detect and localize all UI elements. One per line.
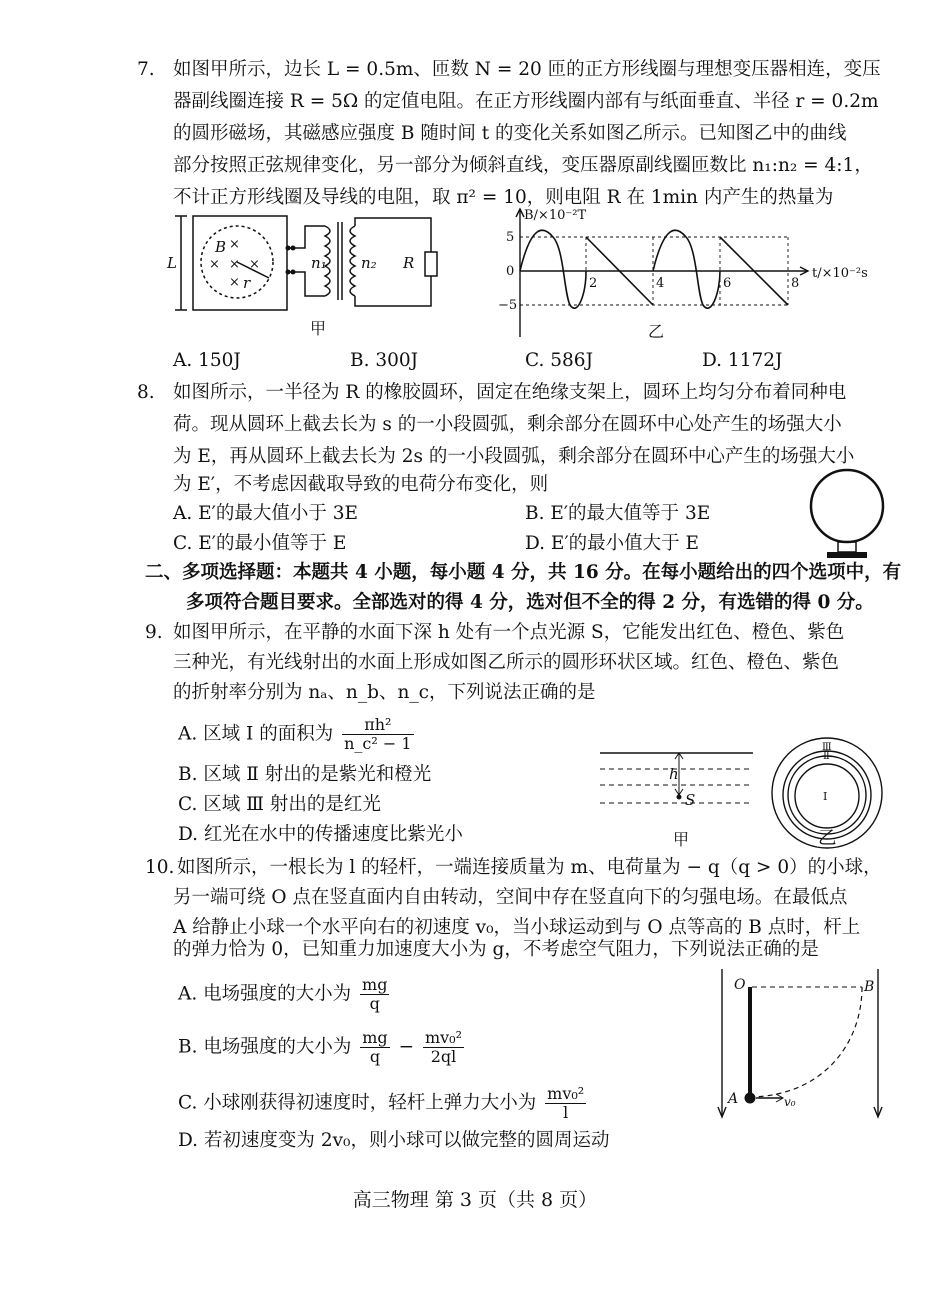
q10-figure-rod bbox=[712, 965, 897, 1125]
q7-line: 如图甲所示，边长 L = 0.5m、匝数 N = 20 匝的正方形线圈与理想变压器相连，变压 bbox=[173, 59, 881, 80]
q7-line: 部分按照正弦规律变化，另一部分为倾斜直线，变压器原副线圈匝数比 n₁:n₂ = 4:1， bbox=[173, 155, 873, 176]
q10-line: A 给静止小球一个水平向右的初速度 v₀，当小球运动到与 O 点等高的 B 点时，杆上 bbox=[173, 917, 861, 938]
q8-option-c: C. E′的最小值等于 E bbox=[173, 533, 347, 554]
q10-number: 10. bbox=[145, 857, 175, 878]
q9-caption-left: 甲 bbox=[673, 830, 690, 849]
q7-label-n1: n₁ bbox=[311, 254, 327, 272]
graph-x-tick: 2 bbox=[589, 276, 598, 291]
section2-heading: 二、多项选择题：本题共 4 小题，每小题 4 分，共 16 分。在每小题给出的四个选项中，有 bbox=[145, 562, 902, 583]
q9-line: 三种光，有光线射出的水面上形成如图乙所示的圆形环状区域。红色、橙色、紫色 bbox=[173, 652, 840, 673]
trajectory-path bbox=[752, 987, 862, 1097]
q8-line: 如图所示，一半径为 R 的橡胶圆环，固定在绝缘支架上，圆环上均匀分布着同种电 bbox=[173, 382, 847, 403]
q7-label-n2: n₂ bbox=[361, 254, 377, 272]
q10-option-c-text: C. 小球刚获得初速度时，轻杆上弹力大小为 bbox=[178, 1092, 537, 1114]
q10-option-c-fraction bbox=[545, 1085, 586, 1122]
q10-option-a-fraction bbox=[360, 976, 389, 1013]
graph-y-tick: 5 bbox=[506, 230, 515, 245]
q7-option-a: A. 150J bbox=[173, 350, 241, 371]
q10-option-c bbox=[178, 1085, 589, 1122]
q10-option-a bbox=[178, 976, 392, 1013]
svg-text:×: × bbox=[209, 257, 220, 272]
q7-option-d: D. 1172J bbox=[702, 350, 783, 371]
q9-caption-right: 乙 bbox=[818, 828, 837, 849]
svg-text:×: × bbox=[249, 257, 260, 272]
graph-y-tick: 0 bbox=[506, 264, 515, 279]
q9-number: 9. bbox=[145, 622, 163, 643]
q10-line: 如图所示，一根长为 l 的轻杆，一端连接质量为 m、电荷量为 − q（q > 0）的小球， bbox=[177, 857, 882, 878]
fraction-denominator: q bbox=[369, 994, 380, 1013]
q7-caption-left: 甲 bbox=[310, 319, 327, 338]
graph-x-tick: 6 bbox=[723, 276, 732, 291]
q10-label-A: A bbox=[728, 1091, 739, 1107]
q8-line: 为 E′，不考虑因截取导致的电荷分布变化，则 bbox=[173, 474, 549, 495]
fraction-denominator: q bbox=[369, 1047, 381, 1066]
graph-y-tick: −5 bbox=[498, 298, 518, 313]
q9-option-d: D. 红光在水中的传播速度比紫光小 bbox=[178, 824, 463, 845]
q8-option-b: B. E′的最大值等于 3E bbox=[525, 503, 711, 524]
q7-figure-graph bbox=[500, 205, 880, 345]
q9-option-a bbox=[178, 716, 417, 753]
ring-label-2: Ⅱ bbox=[823, 751, 830, 762]
ball bbox=[745, 1093, 756, 1104]
q9-option-c: C. 区域 Ⅲ 射出的是红光 bbox=[178, 794, 381, 815]
graph-x-label: t/×10⁻²s bbox=[812, 266, 868, 281]
graph-x-tick: 4 bbox=[656, 276, 665, 291]
q9-option-a-fraction bbox=[342, 716, 413, 753]
q8-option-a: A. E′的最大值小于 3E bbox=[173, 503, 358, 524]
q8-option-d: D. E′的最小值大于 E bbox=[525, 533, 700, 554]
q7-option-c: C. 586J bbox=[525, 350, 593, 371]
q7-number: 7. bbox=[137, 59, 155, 80]
svg-text:×: × bbox=[229, 257, 240, 272]
q9-label-S: S bbox=[685, 791, 696, 809]
q8-figure-ring bbox=[805, 466, 890, 566]
q7-label-L: L bbox=[167, 254, 177, 272]
q10-label-v0: v₀ bbox=[784, 1095, 796, 1109]
fraction-numerator: πh² bbox=[342, 716, 413, 735]
q9-option-a-text: A. 区域 Ⅰ 的面积为 bbox=[178, 723, 334, 745]
q7-label-B: B bbox=[215, 238, 227, 256]
fraction-numerator: mg bbox=[362, 1028, 388, 1047]
q10-line: 的弹力恰为 0，已知重力加速度大小为 g，不考虑空气阻力，下列说法正确的是 bbox=[173, 939, 819, 960]
fraction-numerator: mg bbox=[362, 975, 388, 994]
fraction-denominator: n_c² − 1 bbox=[344, 734, 412, 753]
fraction-numerator: mv₀² bbox=[547, 1084, 585, 1103]
q7-line: 的圆形磁场，其磁感应强度 B 随时间 t 的变化关系如图乙所示。已知图乙中的曲线 bbox=[173, 123, 847, 144]
q10-label-O: O bbox=[734, 977, 746, 993]
ring-label-1: Ⅰ bbox=[823, 790, 828, 803]
q7-label-r: r bbox=[243, 274, 251, 292]
svg-text:×: × bbox=[229, 275, 240, 290]
q7-line: 器副线圈连接 R = 5Ω 的定值电阻。在正方形线圈内部有与纸面垂直、半径 r = 0.2m bbox=[173, 91, 879, 112]
q9-line: 如图甲所示，在平静的水面下深 h 处有一个点光源 S，它能发出红色、橙色、紫色 bbox=[173, 622, 845, 643]
q9-line: 的折射率分别为 nₐ、n_b、n_c，下列说法正确的是 bbox=[173, 682, 596, 703]
q10-option-a-text: A. 电场强度的大小为 bbox=[178, 983, 352, 1005]
q7-figure-transformer bbox=[165, 212, 455, 342]
section2-heading-cont: 多项符合题目要求。全部选对的得 4 分，选对但不全的得 2 分，有选错的得 0 分。 bbox=[186, 592, 874, 613]
fraction-numerator: mv₀² bbox=[424, 1028, 463, 1047]
q10-option-b-fraction-1 bbox=[360, 1029, 389, 1066]
graph-sine-1 bbox=[520, 230, 586, 308]
fraction-denominator: 2ql bbox=[430, 1047, 457, 1066]
graph-y-label: B/×10⁻²T bbox=[524, 208, 587, 223]
graph-x-tick: 8 bbox=[791, 276, 800, 291]
ring-label-3: Ⅲ bbox=[822, 742, 832, 753]
q9-label-h: h bbox=[669, 765, 679, 783]
q8-line: 为 E，再从圆环上截去长为 2s 的一小段圆弧，剩余部分在圆环中心产生的场强大小 bbox=[173, 446, 855, 467]
q10-option-b-text: B. 电场强度的大小为 bbox=[178, 1036, 352, 1058]
q10-option-b-fraction-2 bbox=[423, 1029, 464, 1066]
q8-line: 荷。现从圆环上截去长为 s 的一小段圆弧，剩余部分在圆环中心处产生的场强大小 bbox=[173, 414, 842, 435]
q10-option-b bbox=[178, 1029, 467, 1066]
page-footer: 高三物理 第 3 页（共 8 页） bbox=[352, 1189, 598, 1211]
q10-label-B: B bbox=[864, 979, 875, 995]
q8-number: 8. bbox=[137, 382, 155, 403]
svg-text:×: × bbox=[229, 237, 240, 252]
fraction-denominator: l bbox=[563, 1103, 569, 1122]
q10-line: 另一端可绕 O 点在竖直面内自由转动，空间中存在竖直向下的匀强电场。在最低点 bbox=[173, 887, 848, 908]
minus-sign: − bbox=[398, 1036, 415, 1058]
q7-label-R: R bbox=[403, 254, 415, 272]
q7-line: 不计正方形线圈及导线的电阻，取 π² = 10，则电阻 R 在 1min 内产生的热量为 bbox=[173, 187, 834, 208]
q9-option-b: B. 区域 Ⅱ 射出的是紫光和橙光 bbox=[178, 764, 432, 785]
q9-figure-water bbox=[595, 745, 765, 855]
q7-option-b: B. 300J bbox=[350, 350, 419, 371]
graph-sine-2 bbox=[653, 230, 720, 308]
q7-caption-right: 乙 bbox=[648, 322, 665, 341]
q10-option-d: D. 若初速度变为 2v₀，则小球可以做完整的圆周运动 bbox=[178, 1130, 610, 1151]
